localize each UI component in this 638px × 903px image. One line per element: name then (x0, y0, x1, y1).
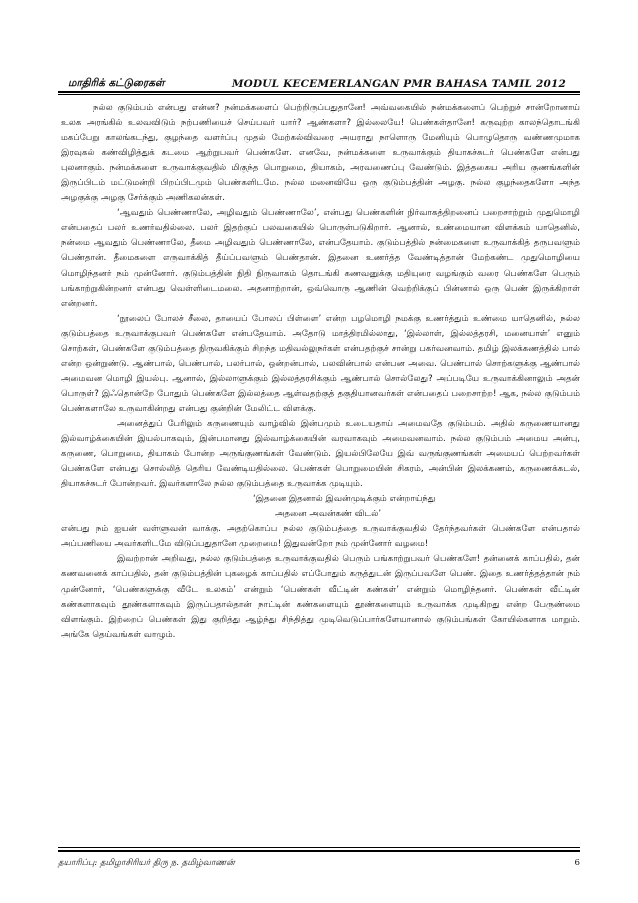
header-section-title: மாதிரிக் கட்டுரைகள் (68, 77, 165, 89)
paragraph-4: அனைத்துப் பேரிலும் கருணையும் வாழ்வில் இன்பமும் உடையதாய் அமைவதே குடும்பம். அதில் கருணையானது இல்வாழ்க்கையின் இயல்பாகவும், இன்பமானது இல்வாழ்க்கையின் வரவாகவும் அமைவனவாம். நல்ல குடும்பம் அமைய அன்பு, கருணை, பொறுமை, தியாகம் போன்ற அருங்குணங்கள் வேண்டும். இயல்பிலேயே இவ் வருங்குணங்கள் அமையப் பெற்றவர்கள் பெண்களே என்பது சொல்லித் தெரிய வேண்டியதில்லை. பெண்கள் பொறுமையின் சிகரம், அன்பின் இலக்கணம், கருணைக்கடல், தியாகச்சுடர் போன்றவர். இவர்களாலே நல்ல குடும்பத்தை உருவாக்க முடியும். (61, 418, 580, 490)
page-header (58, 72, 580, 90)
essay-body (61, 101, 580, 831)
header-module-title: MODUL KECEMERLANGAN PMR BAHASA TAMIL 2012 (231, 78, 566, 90)
page-number: 6 (574, 858, 580, 868)
paragraph-5: என்பது நம் ஐயன் வள்ளுவன் வாக்கு. அதற்கொப்ப நல்ல குடும்பத்தை உருவாக்குவதில் தேர்ந்தவர்கள் பெண்களே என்பதால் அப்பணியை அவர்களிடமே விடுப்பதுதானே முறைமை! இதுவன்றோ நம் முன்னோர் வழமை! (61, 524, 580, 550)
page-footer (58, 856, 580, 870)
footer-divider (58, 850, 580, 852)
header-divider (58, 91, 580, 93)
header-divider-thin (58, 94, 580, 95)
footer-author: தயாரிப்பு: தமிழாசிரியர் திரு ந. தமிழ்வாணன் (58, 857, 235, 868)
footer-divider-thin (58, 847, 580, 848)
paragraph-3: ‘நூலைப் போலச் சீலை, தாயைப் போலப் பிள்ளை’ என்ற பழமொழி நமக்கு உணர்த்தும் உண்மை யாதெனில், நல்ல குடும்பத்தை உருவாக்குபவர் பெண்களே என்பதேயாம். அதோடு மாத்திரமில்லாது, ‘இல்லாள், இல்லத்தரசி, மனையாள்’ எனும் சொற்கள், பெண்களே குடும்பத்தை நிருவகிக்கும் சிறந்த மதிவல்லுநர்கள் என்பதற்குச் சான்று பகர்வனவாம். தமிழ் இலக்கணத்தில் பால் என்ற ஒன்றுண்டு. ஆண்பால், பெண்பால், பலர்பால், ஒன்றன்பால், பலவின்பால் என்பன அவை. பெண்பால் சொற்களுக்கு ஆண்பால் அமைவன மொழி இயல்பு. ஆனால், இல்லாளுக்கும் இல்லத்தரசிக்கும் ஆண்பால் சொல்லேது? அப்படியே உருவாக்கினாலும் அதன் பொருள்? இஃதொன்றே போதும் பெண்களே இல்லத்தை ஆள்வதற்குத் தகுதியானவர்கள் என்பதைப் பறைசாற்ற! ஆக, நல்ல குடும்பம் பெண்களாலே உருவாகின்றது என்பது குன்றின் மேலிட்ட விளக்கு. (61, 313, 580, 414)
kural-line-1: ‘இதனை இதனால் இவன்முடிக்கும் என்றாய்ந்து (253, 494, 436, 505)
paragraph-1: நல்ல குடும்பம் என்பது என்ன? நன்மக்களைப் பெற்றிருப்பதுதானே! அவ்வகையில் நன்மக்களைப் பெற்றுச் சான்றோனாய் உலக அரங்கில் உலவவிடும் நற்பணியைச் செய்பவர் யார்? ஆண்களா? இல்லையே! பெண்கள்தானே! கருவுற்ற காலந்தொடங்கி மகப்பேறு காலங்கடந்து, குழந்தை வளர்ப்பு முதல் மேற்கல்விவரை அயராது நாளொரு மேனியும் பொழுதொரு வண்ணமுமாக இரவுகல் கண்விழித்துக் கடமை ஆற்றுபவர் பெண்களே. எனவே, நன்மக்களை உருவாக்கும் தியாகச்சுடர் பெண்களே என்பது புலனாகும். நன்மக்களை உருவாக்குவதில் மிகுந்த பொறுமை, தியாகம், அரவணைப்பு வேண்டும். இத்தகைய அரிய குணங்களின் இருப்பிடம் மட்டுமன்றி பிறப்பிடமும் பெண்களிடமே. நல்ல மனைவியே ஒரு குடும்பத்தின் அழகு. நல்ல குழந்தைகளோ அந்த அழகுக்கு அழகு சேர்க்கும் அணிகலன்கள். (61, 103, 580, 204)
kural-line-2: அதனை அவன்கண் விடல்’ (275, 509, 382, 520)
paragraph-2: ‘ஆவதும் பெண்ணாலே, அழிவதும் பெண்ணாலே’, என்பது பெண்களின் நிர்வாகத்திறனைப் பறைசாற்றும் முதுமொழி என்பதைப் பலர் உணர்வதில்லை. பலர் இதற்குப் பலவகையில் பொருள்படுகிறார். ஆனால், உண்மையான விளக்கம் யாதெனில், நன்மை ஆவதும் பெண்ணாலே, தீமை அழிவதும் பெண்ணாலே, என்பதேயாம். குடும்பத்தில் நன்மைகளை உருவாக்கித் தருபவளும் பெண்தான். தீமைகளை எருவாக்கித் தீய்ப்பவளும் பெண்தான். இதனை உணர்த்த வேண்டித்தான் மேற்கண்ட முதுமொழியை மொழிந்தனர் நம் முன்னோர். குடும்பத்தின் நிதி நிருவாகம் தொடங்கி கணவனுக்கு மதியுரை வழங்கும் வரை பெண்களே பெரும் பங்காற்றுகின்றனர் என்பது வெள்ளிடைமலை. அதனாற்றான், ஒவ்வொரு ஆணின் வெற்றிக்குப் பின்னால் ஒரு பெண் இருக்கிறாள் என்றனர். (61, 208, 580, 309)
paragraph-6: இவற்றான் அறிவது, நல்ல குடும்பத்தை உருவாக்குவதில் பெரும் பங்காற்றுபவர் பெண்களே! தன்னைக் காப்பதில், தன் கணவனைக் காப்பதில், தன் குடும்பத்தின் புகழைக் காப்பதில் எப்போதும் கருத்துடன் இருப்பவளே பெண். இதை உணர்த்தத்தான் நம் முன்னோர், ‘பெண்களுக்கு வீடே உலகம்’ என்றும் ‘பெண்கள் வீட்டின் கண்கள்’ என்றும் மொழிந்தனர். பெண்கள் வீட்டின் கண்களாகவும் தூண்களாகவும் இருப்பதால்தான் நாட்டின் கண்களையும் தூண்களையும் உருவாக்க முடிகிறது என்ற பேருண்மை விளங்கும். இற்றைப் பெண்கள் இது குறித்து ஆழ்ந்து சிந்தித்து முடிவெடுப்பார்களேயானால் குடும்பங்கள் கோயில்களாக மாறும். அங்கே தெய்வங்கள் வாழும். (61, 554, 580, 640)
